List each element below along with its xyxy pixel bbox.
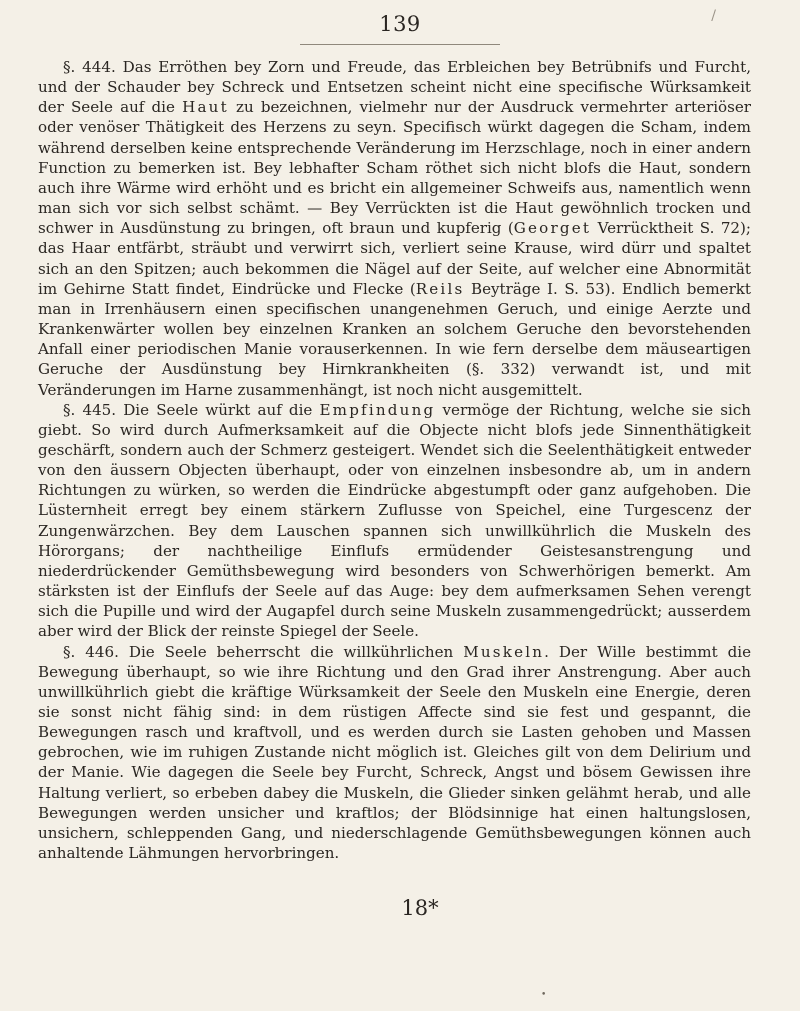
paragraph-text: §. 445. Die Seele würkt auf die xyxy=(63,400,320,419)
paragraph-text: Verrücktheit S. 72); das Haar entfärbt, sträubt und verwirrt sich, verliert seine Krause, wird dürr und spaltet sich an den Spitzen; auch bekommen die Nägel auf der Seite, auf welcher eine Abnormität im Gehirne Statt findet, Eindrücke und Flecke ( xyxy=(38,219,752,298)
paragraph-444 xyxy=(38,57,751,400)
paragraph-text: zu bezeichnen, vielmehr nur der Ausdruck vermehrter arteriöser oder venöser Thätigkeit des Herzens zu seyn. Specifisch würkt dagegen die Scham, indem während derselben keine entsprechende Veränderung im Herzschlage, noch in einer andern Function zu bemerken ist. Bey lebhafter Scham röthet sich nicht blofs die Haut, sondern auch ihre Wärme wird erhöht und es bricht ein allgemeiner Schweifs aus, namentlich wenn man sich vor sich selbst schämt. — Bey Verrückten ist die Haut gewöhnlich trocken und schwer in Ausdünstung zu bringen, oft braun und kupferig ( xyxy=(38,98,752,238)
paragraph-446 xyxy=(38,642,751,864)
emphasis-text: Empfindung xyxy=(319,400,436,419)
body-text xyxy=(38,57,751,863)
page-number: 139 xyxy=(379,12,421,36)
margin-mark: / xyxy=(711,8,716,24)
header-rule xyxy=(300,44,500,45)
signature-mark: 18* xyxy=(401,896,439,920)
paragraph-text: §. 446. Die Seele beherrscht die willkührlichen xyxy=(63,642,464,661)
paragraph-text: Beyträge I. S. 53). Endlich bemerkt man in Irrenhäusern einen specifischen unangenehmen Geruch, und einige Aerzte und Krankenwärter wollen bey einzelnen Kranken an solchem Geruche den bevorstehenden Anfall einer periodischen Manie vorauserkennen. In wie fern derselbe dem mäuseartigen Geruche der Ausdünstung bey Hirnkrankheiten (§. 332) verwandt ist, und mit Veränderungen im Harne zusammenhängt, ist noch nicht ausgemittelt. xyxy=(38,279,751,399)
paragraph-text: §. 444. Das Erröthen bey Zorn und Freude, das Erbleichen bey Betrübnifs und Furcht, und der Schauder bey Schreck und Entsetzen scheint nicht eine specifische Würksamkeit der Seele auf die xyxy=(38,58,751,117)
emphasis-text: Muskeln xyxy=(463,642,545,661)
emphasis-text: Reils xyxy=(415,279,465,298)
ink-speck: • xyxy=(541,990,547,1000)
emphasis-text: Haut xyxy=(182,98,229,117)
paragraph-text: vermöge der Richtung, welche sie sich giebt. So wird durch Aufmerksamkeit auf die Objecte nicht blofs jede Sinnenthätigkeit geschärft, sondern auch der Schmerz gesteigert. Wendet sich die Seelenthätigkeit entweder von den äussern Objecten überhaupt, oder von einzelnen insbesondre ab, um in andern Richtungen zu würken, so werden die Eindrücke abgestumpft oder ganz aufgehoben. Die Lüsternheit erregt bey einem stärkern Zuflusse von Speichel, eine Turgescenz der Zungenwärzchen. Bey dem Lauschen spannen sich unwillkührlich die Muskeln des Hörorgans; der nachtheilige Einflufs ermüdender Geistesanstrengung und niederdrückender Gemüthsbewegung wird besonders von Schwerhörigen bemerkt. Am stärksten ist der Einflufs der Seele auf das Auge: bey dem aufmerksamen Sehen verengt sich die Pupille und wird der Augapfel durch seine Muskeln zusammengedrückt; ausserdem aber wird der Blick der reinste Spiegel der Seele. xyxy=(38,400,751,641)
paragraph-445 xyxy=(38,400,751,642)
emphasis-text: Georget xyxy=(513,219,592,238)
paragraph-text: . Der Wille bestimmt die Bewegung überhaupt, so wie ihre Richtung und den Grad ihrer Anstrengung. Aber auch unwillkührlich giebt die kräftige Würksamkeit der Seele den Muskeln eine Energie, deren sie sonst nicht fähig sind: in dem rüstigen Affecte sind sie fest und gespannt, die Bewegungen rasch und kraftvoll, und es werden durch sie Lasten gehoben und Massen gebrochen, wie im ruhigen Zustande nicht möglich ist. Gleiches gilt von dem Delirium und der Manie. Wie dagegen die Seele bey Furcht, Schreck, Angst und bösem Gewissen ihre Haltung verliert, so erbeben dabey die Muskeln, die Glieder sinken gelähmt herab, und alle Bewegungen werden unsicher und kraftlos; der Blödsinnige hat einen haltungslosen, unsichern, schleppenden Gang, und niederschlagende Gemüthsbewegungen können auch anhaltende Lähmungen hervorbringen. xyxy=(38,642,752,863)
